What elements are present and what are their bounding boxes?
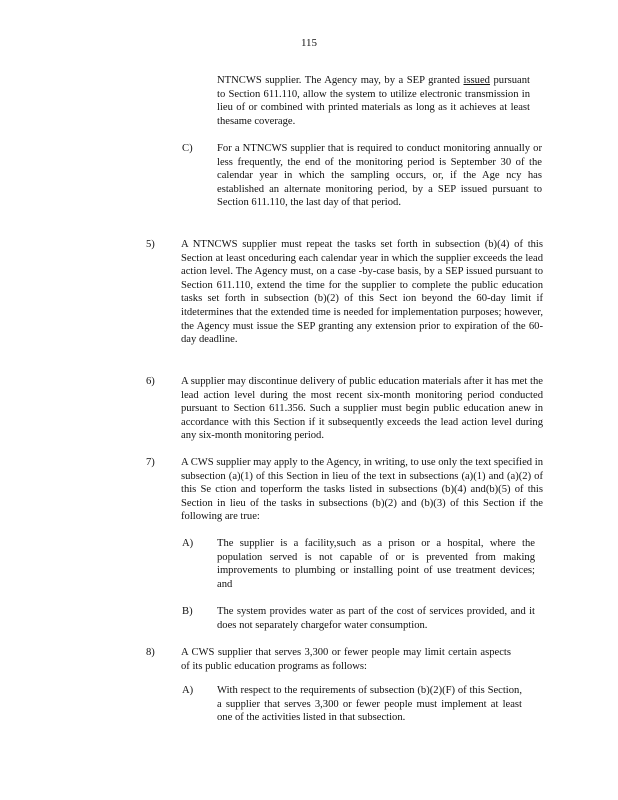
item-7a-text: The supplier is a facility,such as a prison or a hospital, where the population served is not capable of or is prevented from making improvements to plumbing or installing point of use treatment devices; and (217, 538, 535, 590)
page-number: 115 (300, 37, 318, 49)
item-6-text: A supplier may discontinue delivery of public education materials after it has met the lead action level during the most recent six-month monitoring period conducted pursuant to Section 611.356. Such a supplier must begin public education anew in accordance with this Section if it subsequently exceeds the lead action level during any six-month monitoring period. (181, 376, 543, 442)
item-5-label: 5) (146, 239, 155, 250)
continuation-paragraph (217, 74, 530, 128)
item-7b-text: The system provides water as part of the cost of services provided, and it does not separately chargefor water consumption. (217, 606, 535, 631)
item-5-text: A NTNCWS supplier must repeat the tasks set forth in subsection (b)(4) of this Section at least onceduring each calendar year in which the supplier exceeds the lead action level. The Agency must, on a case -by-case basis, by a SEP issued pursuant to Section 611.110, extend the time for the supplier to complete the public education tasks set forth in subsection (b)(2) of this Sect ion beyond the 60-day limit if itdetermines that the extended time is needed for implementation purposes; however, the Agency must issue the SEP granting any extension prior to expiration of the 60-day deadline. (181, 239, 543, 346)
continuation-text-end: pursuant to Section 611.110, allow the system to utilize electronic transmission in lieu of or combined with printed materials as long as it achieves at least thesame coverage. (217, 75, 530, 127)
continuation-text-start: NTNCWS supplier. The Agency may, by a SEP granted (217, 75, 464, 86)
item-7-text: A CWS supplier may apply to the Agency, in writing, to use only the text specified in subsection (a)(1) of this Section in lieu of the text in subsections (a)(1) and (a)(2) of this Se ction and toperform the tasks listed in subsections (b)(4) and(b)(5) of this Section in lieu of the tasks in subsections (b)(2) and (b)(3) of this Section if the following are true: (181, 457, 543, 523)
item-7b-label: B) (182, 606, 193, 617)
item-8-label: 8) (146, 647, 155, 658)
item-7-label: 7) (146, 457, 155, 468)
item-8a-text: With respect to the requirements of subsection (b)(2)(F) of this Section, a supplier that serves 3,300 or fewer people must implement at least one of the activities listed in that subsection. (217, 685, 522, 724)
item-6-label: 6) (146, 376, 155, 387)
item-8-text: A CWS supplier that serves 3,300 or fewer people may limit certain aspects of its public education programs as follows: (181, 647, 511, 672)
underlined-word: issued (463, 75, 490, 86)
item-8a-label: A) (182, 685, 194, 696)
item-7a-label: A) (182, 538, 194, 549)
item-c-text: For a NTNCWS supplier that is required to conduct monitoring annually or less frequently, the end of the monitoring period is September 30 of the calendar year in which the sampling occurs, or, if the Age ncy has established an alternate monitoring period, by a SEP issued pursuant to Section 611.110, the last day of that period. (217, 143, 542, 209)
item-c-label: C) (182, 143, 193, 154)
